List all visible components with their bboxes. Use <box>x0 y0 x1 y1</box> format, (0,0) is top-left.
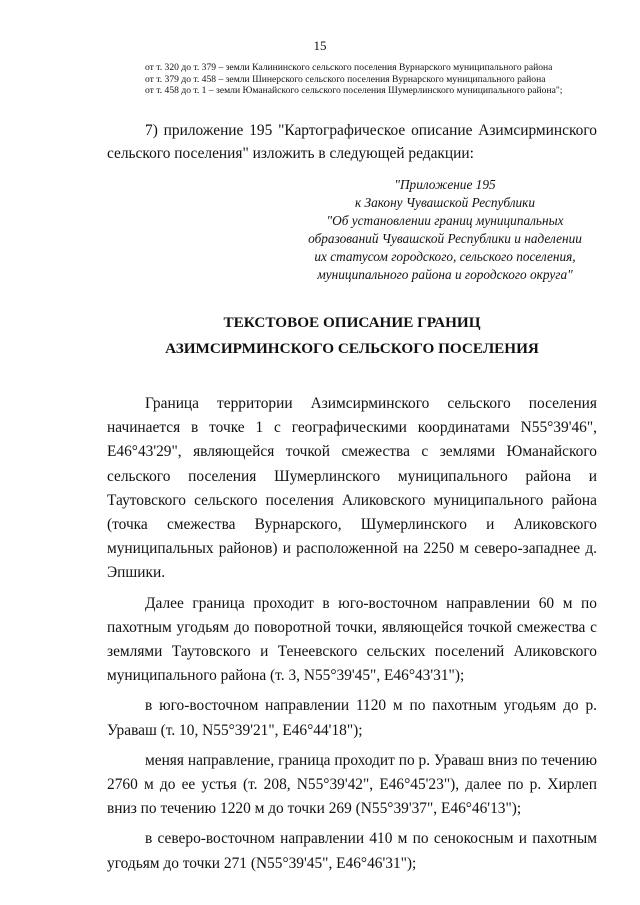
body-paragraph: Граница территории Азимсирминского сельского поселения начинается в точке 1 с географическими координатами N55°39'46", E46°43'29", являющейся точкой смежества с землями Юманайского сельского поселения Шумерлинского муниципального района и Таутовского сельского поселения Аликовского муниципального района (точка смежества Вурнарского, Шумерлинского и Аликовского муниципальных районов) и расположенной на 2250 м северо-западнее д. Эпшики. <box>107 395 597 582</box>
boundary-segment-line: от т. 379 до т. 458 – земли Шинерского сельского поселения Вурнарского муниципального района <box>145 73 546 85</box>
title-line-1: ТЕКСТОВОЕ ОПИСАНИЕ ГРАНИЦ <box>223 314 481 331</box>
boundary-segment-list <box>107 62 597 97</box>
appendix-line: "Об установлении границ муниципальных <box>326 213 564 228</box>
boundary-description <box>107 392 597 882</box>
appendix-line: их статусом городского, сельского поселения, <box>314 249 576 264</box>
appendix-line: образований Чувашской Республики и наделении <box>308 231 582 246</box>
appendix-header <box>290 176 600 284</box>
appendix-line: к Закону Чувашской Республики <box>354 195 536 210</box>
appendix-line: "Приложение 195 <box>394 177 496 192</box>
body-paragraph: в северо-восточном направлении 410 м по сенокосным и пахотным угодьям до точки 271 (N55°39'45", E46°46'31"); <box>107 830 597 872</box>
appendix-line: муниципального района и городского округа" <box>317 267 573 282</box>
boundary-segment-line: от т. 320 до т. 379 – земли Калининского сельского поселения Вурнарского муниципального района <box>145 62 553 73</box>
amendment-text: 7) приложение 195 "Картографическое описание Азимсирминского сельского поселения" изложить в следующей редакции: <box>107 122 597 162</box>
body-paragraph: Далее граница проходит в юго-восточном направлении 60 м по пахотным угодьям до поворотной точки, являющейся точкой смежества с землями Таутовского и Тенеевского сельских поселений Аликовского муниципального района (т. 3, N55°39'45", E46°43'31"); <box>107 594 597 685</box>
title-line-2: АЗИМСИРМИНСКОГО СЕЛЬСКОГО ПОСЕЛЕНИЯ <box>165 340 539 357</box>
amendment-paragraph <box>107 119 597 165</box>
boundary-segment-line: от т. 458 до т. 1 – земли Юманайского сельского поселения Шумерлинского муниципального района"; <box>145 85 563 96</box>
body-paragraph: в юго-восточном направлении 1120 м по пахотным угодьям до р. Ураваш (т. 10, N55°39'21", E46°44'18"); <box>107 697 597 739</box>
document-title <box>107 310 597 362</box>
page-number: 15 <box>313 38 327 53</box>
body-paragraph: меняя направление, граница проходит по р. Ураваш вниз по течению 2760 м до ее устья (т. 208, N55°39'42", E46°45'23"), далее по р. Хирлеп вниз по течению 1220 м до точки 269 (N55°39'37", E46°46'13"); <box>107 751 597 818</box>
